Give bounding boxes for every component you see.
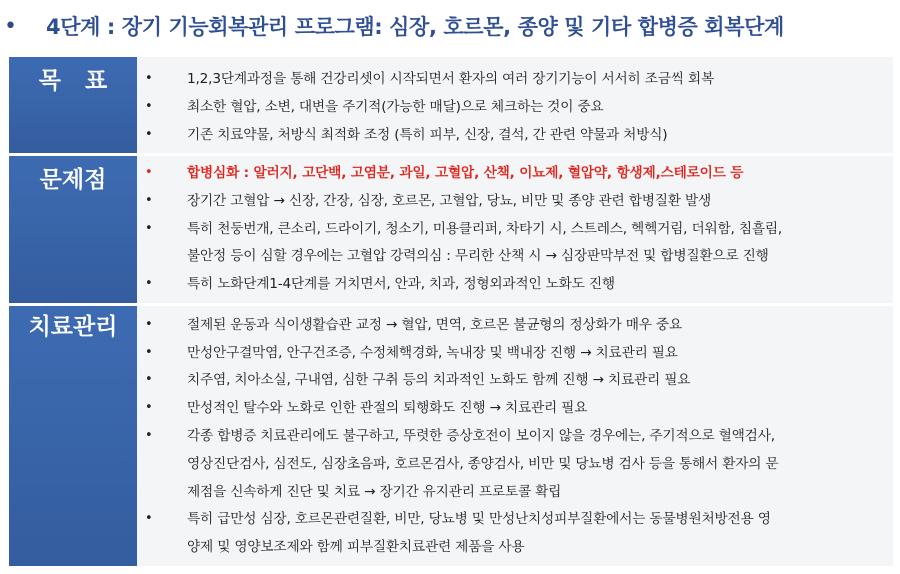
title-text: 4단계 : 장기 기능회복관리 프로그램: 심장, 호르몬, 종양 및 기타 합병증 회복단계: [46, 15, 784, 39]
section-label-text: 목 표: [38, 68, 108, 94]
bullet: •: [145, 276, 153, 291]
bullet: •: [145, 428, 153, 443]
item-text: 최소한 혈압, 소변, 대변을 주기적(가능한 매달)으로 체크하는 것이 중요: [187, 99, 604, 115]
item-text-continued: 영상진단검사, 심전도, 심장초음파, 호르몬검사, 종양검사, 비만 및 당뇨병 검사 등을 통해서 환자의 문: [187, 456, 779, 472]
item-text-continued: 양제 및 영양보조제와 함께 피부질환치료관련 제품을 사용: [187, 539, 525, 555]
item-text: 특히 노화단계1-4단계를 거치면서, 안과, 치과, 정형외과적인 노화도 진행: [187, 276, 615, 292]
bullet: •: [145, 127, 153, 142]
section-content-problems: [137, 156, 893, 303]
item-text-continued: 불안정 등이 심할 경우에는 고혈압 강력의심 : 무리한 산책 시 → 심장판막부전 및 합병질환으로 진행: [187, 248, 769, 264]
bullet: •: [145, 99, 153, 114]
section-content-treatment: [137, 306, 893, 566]
item-text: 장기간 고혈압 → 신장, 간장, 심장, 호르몬, 고혈압, 당뇨, 비만 및 종양 관련 합병질환 발생: [187, 193, 712, 209]
content-table: [9, 57, 893, 566]
item-text: 만성적인 탈수와 노화로 인한 관절의 퇴행화도 진행 → 치료관리 필요: [187, 400, 588, 416]
item-text: 1,2,3단계과정을 통해 건강리셋이 시작되면서 환자의 여러 장기기능이 서서히 조금씩 회복: [187, 71, 714, 87]
item-text: 만성안구결막염, 안구건조증, 수정체핵경화, 녹내장 및 백내장 진행 → 치료관리 필요: [187, 345, 678, 361]
item-text: 특히 급만성 심장, 호르몬관련질환, 비만, 당뇨병 및 만성난치성피부질환에서는 동물병원처방전용 영: [187, 511, 771, 527]
bullet: •: [145, 317, 153, 332]
bullet: •: [145, 345, 153, 360]
bullet: •: [145, 372, 153, 387]
item-text-continued: 제점을 신속하게 진단 및 치료 → 장기간 유지관리 프로토콜 확립: [187, 484, 562, 500]
bullet: •: [145, 221, 153, 236]
section-label-text: 문제점: [39, 167, 107, 193]
item-text: 절제된 운동과 식이생활습관 교정 → 혈압, 면역, 호르몬 불균형의 정상화가 매우 중요: [187, 317, 682, 333]
bullet: •: [145, 511, 153, 526]
item-text: 기존 치료약물, 처방식 최적화 조정 (특히 피부, 신장, 결석, 간 관련 약물과 처방식): [187, 127, 668, 143]
title-bullet: •: [4, 14, 17, 39]
section-label-text: 치료관리: [28, 314, 118, 340]
item-text: 각종 합병증 치료관리에도 불구하고, 뚜렷한 증상호전이 보이지 않을 경우에는, 주기적으로 혈액검사,: [187, 428, 775, 444]
item-text: 특히 천둥번개, 큰소리, 드라이기, 청소기, 미용클리퍼, 차타기 시, 스트레스, 헥헥거림, 더워함, 침흘림,: [187, 221, 783, 237]
bullet: •: [145, 165, 153, 180]
section-label-treatment: [9, 306, 137, 566]
bullet: •: [145, 400, 153, 415]
section-content-goal: [137, 57, 893, 153]
item-text: 치주염, 치아소실, 구내염, 심한 구취 등의 치과적인 노화도 함께 진행 → 치료관리 필요: [187, 372, 691, 388]
section-label-problems: [9, 156, 137, 303]
section-goal: [9, 57, 893, 153]
slide-title: [0, 0, 900, 56]
bullet: •: [145, 193, 153, 208]
section-label-goal: [9, 57, 137, 153]
item-text: 합병심화 : 알러지, 고단백, 고염분, 과일, 고혈압, 산책, 이뇨제, 혈압약, 항생제,스테로이드 등: [187, 165, 744, 181]
bullet: •: [145, 71, 153, 86]
section-problems: [9, 156, 893, 303]
section-treatment: [9, 306, 893, 566]
